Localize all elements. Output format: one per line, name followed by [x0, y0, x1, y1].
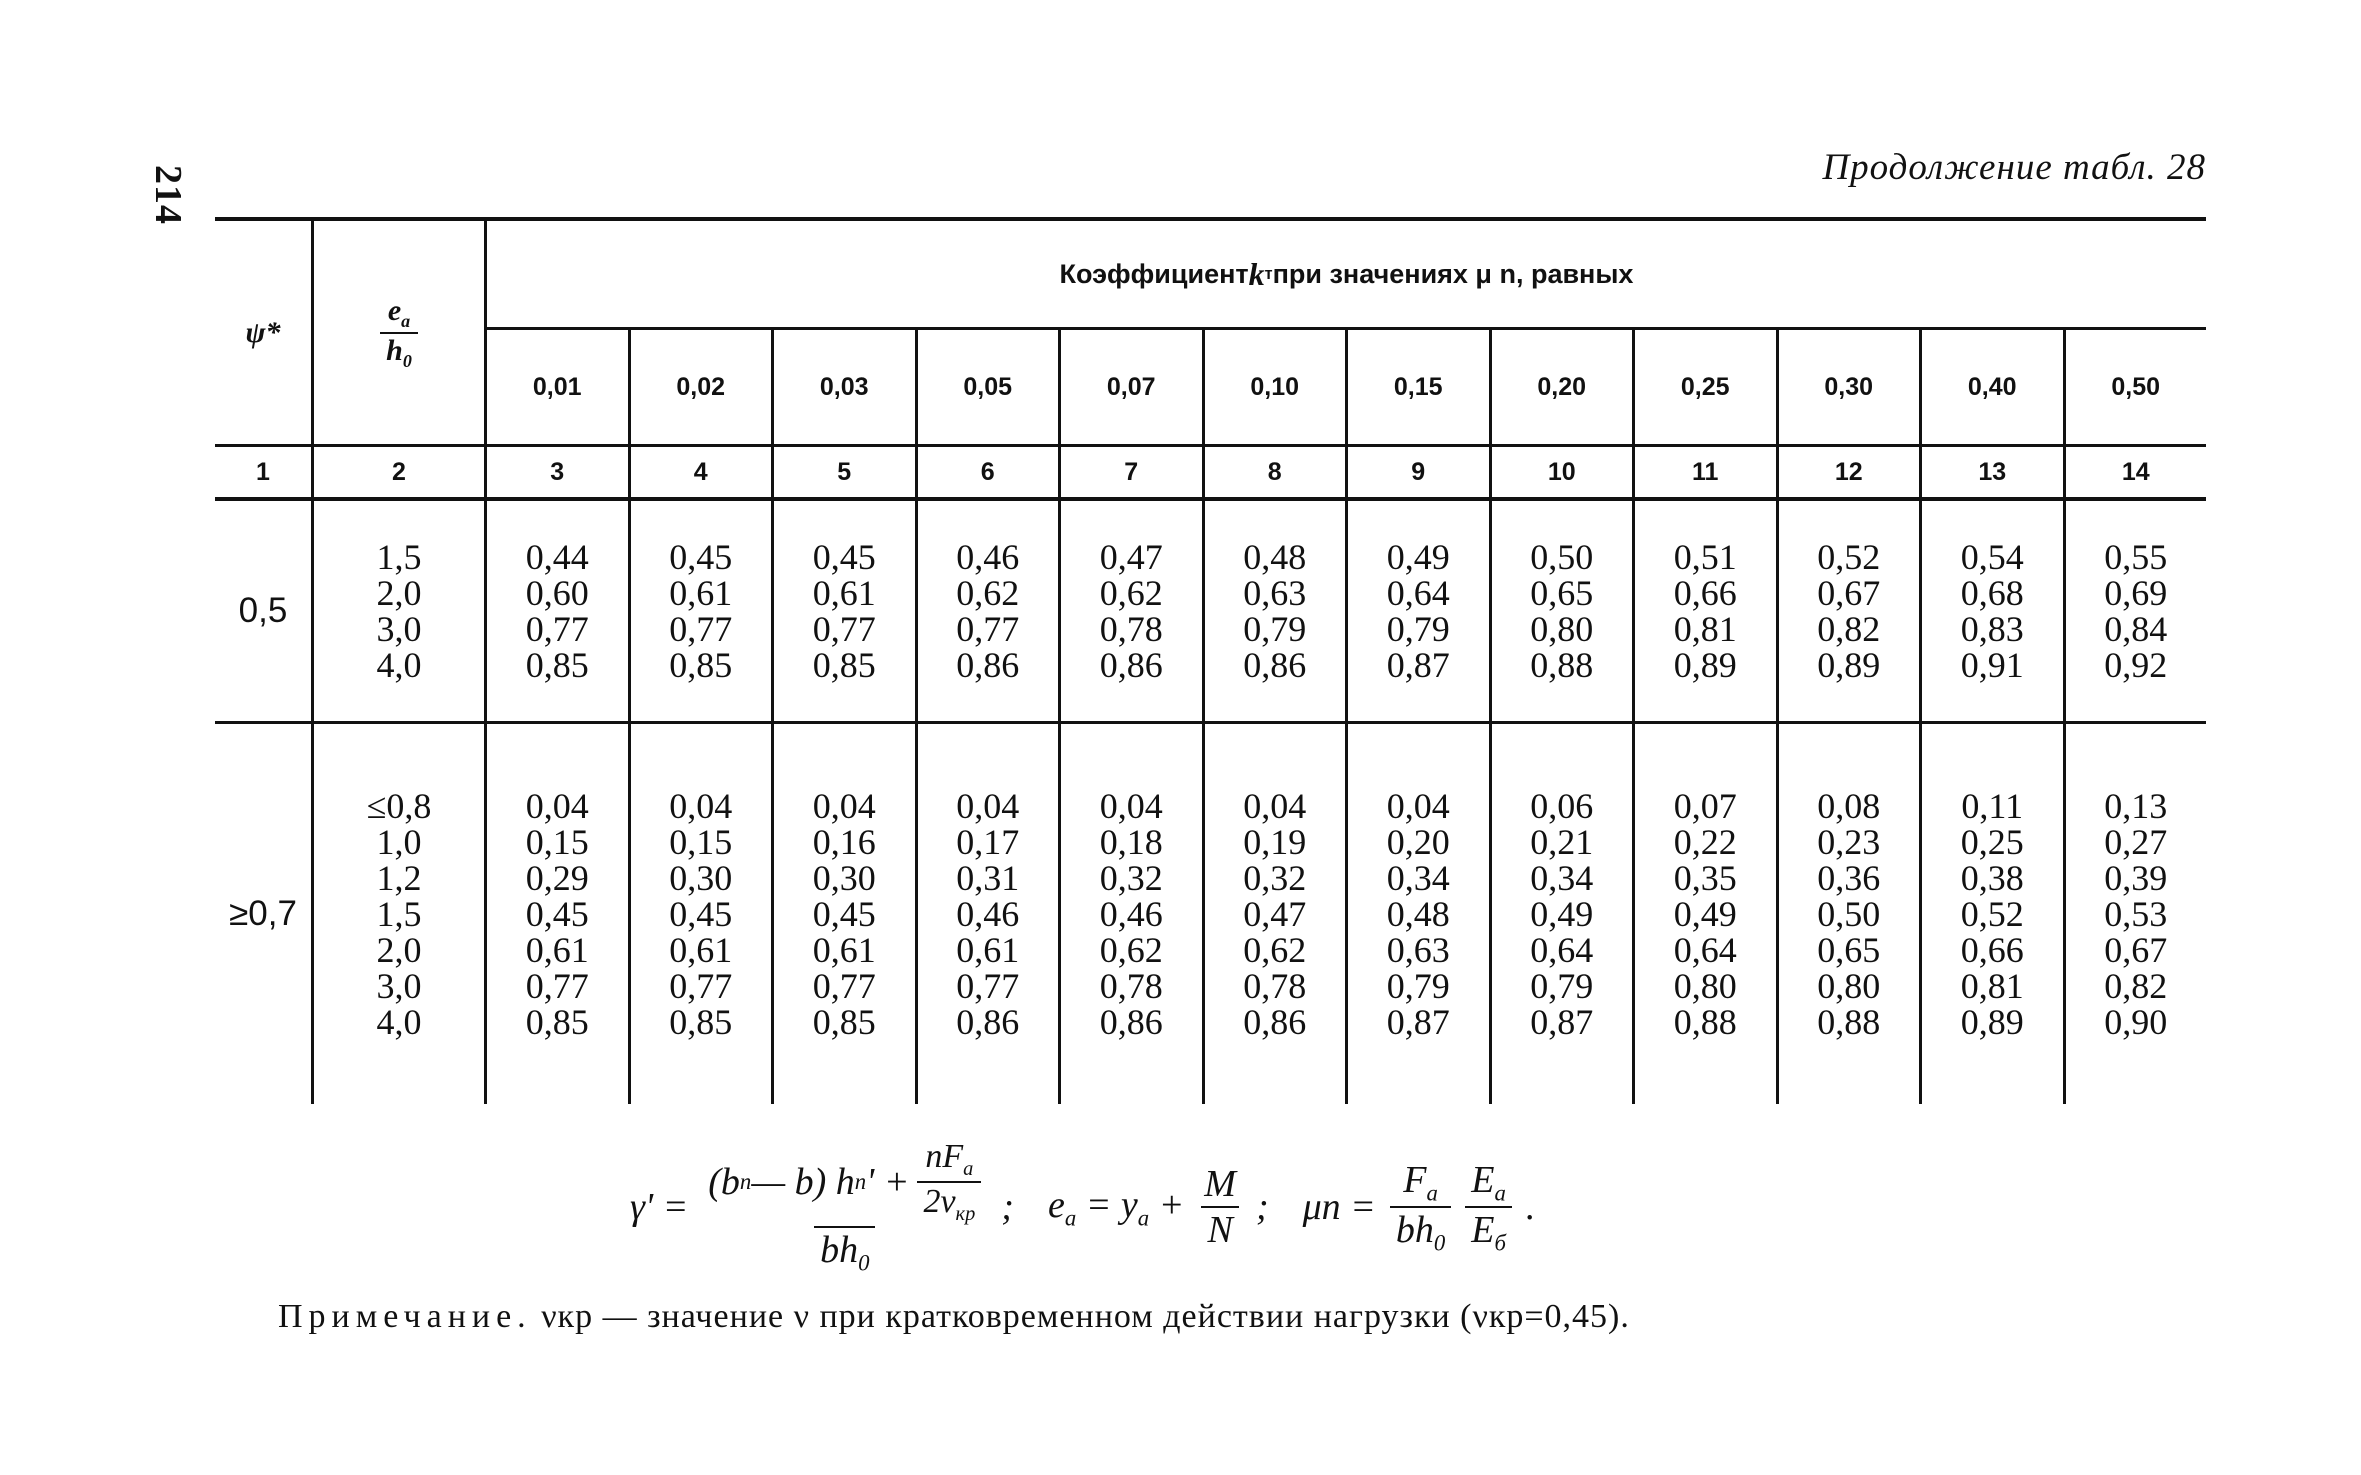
- coefficient-value: 0,34: [1530, 858, 1594, 898]
- coefficient-value: 0,39: [2104, 858, 2168, 898]
- coefficient-value: 0,86: [1099, 1002, 1163, 1042]
- coefficient-value: 0,87: [1530, 1002, 1594, 1042]
- coefficient-value: 0,15: [669, 822, 733, 862]
- formula-fa-over-bh0: $\frac{F_a}{bh_0}$: [1390, 1158, 1451, 1257]
- coefficient-value: 0,07: [1673, 786, 1737, 826]
- coefficient-value: 0,77: [525, 609, 589, 649]
- formula-ea-over-eb: $\frac{E_a}{E_б}$: [1465, 1158, 1512, 1257]
- coefficient-column: [631, 724, 775, 1104]
- header-ratio: $\frac{e_a}{h_0}$: [314, 221, 487, 444]
- ratio-value: 1,2: [376, 858, 422, 898]
- coefficient-value: 0,04: [1099, 786, 1163, 826]
- column-number: 13: [1922, 447, 2066, 497]
- column-number: 5: [774, 447, 918, 497]
- ratio-value: 2,0: [376, 573, 422, 613]
- coefficient-value: 0,06: [1530, 786, 1594, 826]
- coefficient-value: 0,62: [1099, 573, 1163, 613]
- coefficient-value: 0,85: [525, 645, 589, 685]
- coefficient-value: 0,86: [1243, 645, 1307, 685]
- psi-value: 0,5: [215, 501, 314, 721]
- coefficient-column: [487, 724, 631, 1104]
- coefficient-value: 0,45: [812, 537, 876, 577]
- mu-value-header: 0,25: [1635, 330, 1779, 444]
- coefficient-value: 0,27: [2104, 822, 2168, 862]
- coefficient-value: 0,18: [1099, 822, 1163, 862]
- coefficient-value: 0,25: [1960, 822, 2024, 862]
- coefficient-value: 0,78: [1099, 609, 1163, 649]
- coefficient-value: 0,45: [525, 894, 589, 934]
- coefficient-value: 0,85: [669, 1002, 733, 1042]
- coefficient-value: 0,46: [1099, 894, 1163, 934]
- coefficient-value: 0,77: [956, 609, 1020, 649]
- coefficient-value: 0,21: [1530, 822, 1594, 862]
- coefficient-value: 0,87: [1386, 645, 1450, 685]
- coefficient-value: 0,88: [1530, 645, 1594, 685]
- coefficient-value: 0,61: [812, 573, 876, 613]
- coefficient-value: 0,77: [812, 966, 876, 1006]
- mu-value-header: 0,50: [2111, 372, 2161, 401]
- header-mu-values: [487, 330, 2206, 444]
- coefficient-value: 0,45: [812, 894, 876, 934]
- page-number: 214: [147, 165, 189, 225]
- coefficient-value: 0,88: [1817, 1002, 1881, 1042]
- coefficient-value: 0,85: [812, 645, 876, 685]
- coefficient-value: 0,46: [956, 894, 1020, 934]
- mu-value-header: 0,03: [774, 330, 918, 444]
- coefficient-value: 0,44: [525, 537, 589, 577]
- coefficient-value: 0,63: [1386, 930, 1450, 970]
- coefficient-value: 0,11: [1961, 786, 2024, 826]
- column-number-row: [215, 444, 2206, 501]
- coefficient-column: [1348, 501, 1492, 721]
- coefficient-value: 0,60: [525, 573, 589, 613]
- coefficient-value: 0,29: [525, 858, 589, 898]
- coefficient-column: [1492, 724, 1636, 1104]
- coefficient-value: 0,82: [1817, 609, 1881, 649]
- coefficient-column: [918, 501, 1062, 721]
- coefficient-value: 0,87: [1386, 1002, 1450, 1042]
- ratio-value: 1,0: [376, 822, 422, 862]
- coefficient-value: 0,62: [956, 573, 1020, 613]
- coefficient-value: 0,04: [525, 786, 589, 826]
- coefficient-column: [487, 501, 631, 721]
- column-number: 2: [314, 447, 487, 497]
- coefficient-value: 0,31: [956, 858, 1020, 898]
- coefficient-column: [774, 724, 918, 1104]
- coefficient-value: 0,77: [669, 609, 733, 649]
- column-number: 7: [1061, 447, 1205, 497]
- coefficient-value: 0,48: [1386, 894, 1450, 934]
- coefficient-column: [918, 724, 1062, 1104]
- continuation-title: Продолжение табл. 28: [1822, 147, 2206, 188]
- coefficient-value: 0,55: [2104, 537, 2168, 577]
- mu-value-header: 0,05: [918, 330, 1062, 444]
- coefficient-value: 0,80: [1530, 609, 1594, 649]
- ratio-value: 3,0: [376, 609, 422, 649]
- coefficient-value: 0,68: [1960, 573, 2024, 613]
- coefficient-value: 0,45: [669, 537, 733, 577]
- coefficient-value: 0,22: [1673, 822, 1737, 862]
- coefficient-value: 0,54: [1960, 537, 2024, 577]
- coefficient-value: 0,86: [956, 1002, 1020, 1042]
- formula-mun-lhs: μn =: [1302, 1186, 1376, 1229]
- coefficient-value: 0,52: [1817, 537, 1881, 577]
- coefficient-value: 0,79: [1386, 966, 1450, 1006]
- column-number: 9: [1348, 447, 1492, 497]
- coefficient-value: 0,81: [1673, 609, 1737, 649]
- coefficient-table: [215, 217, 2206, 1104]
- coefficient-value: 0,79: [1386, 609, 1450, 649]
- coefficient-value: 0,19: [1243, 822, 1307, 862]
- coefficient-column: [1061, 724, 1205, 1104]
- coefficient-value: 0,32: [1243, 858, 1307, 898]
- coefficient-value: 0,61: [669, 930, 733, 970]
- coefficient-value: 0,92: [2104, 645, 2168, 685]
- coefficient-column: [2066, 501, 2207, 721]
- column-number: 3: [487, 447, 631, 497]
- coefficient-value: 0,91: [1960, 645, 2024, 685]
- coefficient-value: 0,86: [1243, 1002, 1307, 1042]
- coefficient-value: 0,64: [1386, 573, 1450, 613]
- mu-value-header: 0,15: [1348, 330, 1492, 444]
- formula-gamma-fraction: (b п — b) h п ' + $\frac{nF_a}{2\nu_{кр}}$ $bh_0$: [702, 1138, 987, 1276]
- coefficient-column: [1635, 501, 1779, 721]
- coefficient-column: [1779, 724, 1923, 1104]
- mu-value-header: 0,40: [1922, 330, 2066, 444]
- coefficient-value: 0,66: [1960, 930, 2024, 970]
- column-number: 1: [215, 447, 314, 497]
- ratio-value: ≤0,8: [366, 786, 432, 826]
- coefficient-column: [774, 501, 918, 721]
- coefficient-column: [1348, 724, 1492, 1104]
- coefficient-value: 0,64: [1530, 930, 1594, 970]
- mu-value-header: 0,20: [1492, 330, 1636, 444]
- coefficient-value: 0,77: [669, 966, 733, 1006]
- coefficient-value: 0,04: [1386, 786, 1450, 826]
- ratio-value: 3,0: [376, 966, 422, 1006]
- coefficient-value: 0,23: [1817, 822, 1881, 862]
- header-psi: ψ*: [215, 221, 314, 444]
- coefficient-value: 0,30: [812, 858, 876, 898]
- coefficient-value: 0,51: [1673, 537, 1737, 577]
- coefficient-value: 0,36: [1817, 858, 1881, 898]
- coefficient-value: 0,62: [1243, 930, 1307, 970]
- mu-value-header: 0,07: [1061, 330, 1205, 444]
- ratio-value: 4,0: [376, 1002, 422, 1042]
- coefficient-value: 0,79: [1243, 609, 1307, 649]
- coefficient-value: 0,17: [956, 822, 1020, 862]
- coefficient-value: 0,52: [1960, 894, 2024, 934]
- ratio-column: [314, 501, 487, 721]
- formula-line: [630, 1138, 1535, 1276]
- psi-value: ≥0,7: [215, 724, 314, 1104]
- coefficient-value: 0,62: [1099, 930, 1163, 970]
- data-block-psi-05: [215, 501, 2206, 724]
- coefficient-value: 0,32: [1099, 858, 1163, 898]
- coefficient-value: 0,66: [1673, 573, 1737, 613]
- coefficient-value: 0,90: [2104, 1002, 2168, 1042]
- column-number: 10: [1492, 447, 1636, 497]
- coefficient-value: 0,85: [669, 645, 733, 685]
- coefficient-value: 0,16: [812, 822, 876, 862]
- formula-separator: ;: [1001, 1186, 1014, 1229]
- coefficient-value: 0,30: [669, 858, 733, 898]
- formula-m-over-n: $\frac{M}{N}$: [1198, 1162, 1242, 1252]
- coefficient-value: 0,61: [525, 930, 589, 970]
- coefficient-value: 0,04: [1243, 786, 1307, 826]
- ratio-column: [314, 724, 487, 1104]
- coefficient-value: 0,89: [1673, 645, 1737, 685]
- formula-ea: $e_a = y_a$ +: [1047, 1183, 1185, 1231]
- coefficient-value: 0,67: [1817, 573, 1881, 613]
- coefficient-value: 0,89: [1960, 1002, 2024, 1042]
- coefficient-value: 0,77: [812, 609, 876, 649]
- ratio-value: 1,5: [376, 894, 422, 934]
- coefficient-value: 0,88: [1673, 1002, 1737, 1042]
- coefficient-value: 0,38: [1960, 858, 2024, 898]
- coefficient-column: [1061, 501, 1205, 721]
- data-block-psi-07: [215, 724, 2206, 1104]
- ratio-value: 1,5: [376, 537, 422, 577]
- footnote: [278, 1298, 1630, 1336]
- coefficient-value: 0,80: [1817, 966, 1881, 1006]
- footnote-text: νкр — значение ν при кратковременном действии нагрузки (νкр=0,45).: [531, 1298, 1630, 1335]
- coefficient-value: 0,53: [2104, 894, 2168, 934]
- coefficient-value: 0,67: [2104, 930, 2168, 970]
- coefficient-value: 0,04: [956, 786, 1020, 826]
- column-number: 12: [1779, 447, 1923, 497]
- coefficient-value: 0,49: [1386, 537, 1450, 577]
- coefficient-value: 0,78: [1243, 966, 1307, 1006]
- coefficient-value: 0,49: [1530, 894, 1594, 934]
- coefficient-value: 0,13: [2104, 786, 2168, 826]
- coefficient-value: 0,45: [669, 894, 733, 934]
- coefficient-value: 0,81: [1960, 966, 2024, 1006]
- coefficient-value: 0,80: [1673, 966, 1737, 1006]
- coefficient-column: [1922, 724, 2066, 1104]
- mu-value-header: 0,10: [1205, 330, 1349, 444]
- coefficient-value: 0,69: [2104, 573, 2168, 613]
- column-number: 8: [1205, 447, 1349, 497]
- formula-separator: ;: [1255, 1186, 1269, 1229]
- column-number: 11: [1635, 447, 1779, 497]
- coefficient-column: [1205, 724, 1349, 1104]
- coefficient-value: 0,84: [2104, 609, 2168, 649]
- coefficient-value: 0,04: [669, 786, 733, 826]
- coefficient-value: 0,50: [1817, 894, 1881, 934]
- header-coefficient-title: Коэффициент k т при значениях μ n, равных: [487, 221, 2206, 330]
- mu-value-header: 0,02: [631, 330, 775, 444]
- coefficient-value: 0,79: [1530, 966, 1594, 1006]
- coefficient-value: 0,35: [1673, 858, 1737, 898]
- formula-gamma-lhs: γ' =: [630, 1186, 689, 1229]
- coefficient-value: 0,47: [1243, 894, 1307, 934]
- coefficient-value: 0,48: [1243, 537, 1307, 577]
- coefficient-value: 0,61: [669, 573, 733, 613]
- coefficient-value: 0,04: [812, 786, 876, 826]
- coefficient-value: 0,15: [525, 822, 589, 862]
- coefficient-value: 0,86: [956, 645, 1020, 685]
- coefficient-value: 0,49: [1673, 894, 1737, 934]
- coefficient-column: [1635, 724, 1779, 1104]
- coefficient-value: 0,34: [1386, 858, 1450, 898]
- coefficient-value: 0,86: [1099, 645, 1163, 685]
- formula-end: .: [1525, 1186, 1536, 1229]
- coefficient-value: 0,50: [1530, 537, 1594, 577]
- footnote-label: Примечание.: [278, 1298, 532, 1335]
- coefficient-column: [631, 501, 775, 721]
- coefficient-value: 0,85: [525, 1002, 589, 1042]
- coefficient-value: 0,47: [1099, 537, 1163, 577]
- coefficient-column: [1205, 501, 1349, 721]
- mu-value-header: 0,01: [487, 330, 631, 444]
- ratio-value: 4,0: [376, 645, 422, 685]
- column-number: 4: [631, 447, 775, 497]
- coefficient-value: 0,83: [1960, 609, 2024, 649]
- coefficient-value: 0,20: [1386, 822, 1450, 862]
- coefficient-value: 0,85: [812, 1002, 876, 1042]
- column-number: 6: [918, 447, 1062, 497]
- coefficient-value: 0,64: [1673, 930, 1737, 970]
- coefficient-column: [2066, 724, 2207, 1104]
- coefficient-value: 0,46: [956, 537, 1020, 577]
- coefficient-value: 0,89: [1817, 645, 1881, 685]
- coefficient-column: [1779, 501, 1923, 721]
- coefficient-value: 0,65: [1530, 573, 1594, 613]
- coefficient-value: 0,61: [812, 930, 876, 970]
- coefficient-value: 0,78: [1099, 966, 1163, 1006]
- coefficient-value: 0,82: [2104, 966, 2168, 1006]
- coefficient-value: 0,61: [956, 930, 1020, 970]
- table-header: [215, 221, 2206, 444]
- mu-value-header: 0,30: [1779, 330, 1923, 444]
- coefficient-value: 0,77: [956, 966, 1020, 1006]
- coefficient-value: 0,77: [525, 966, 589, 1006]
- coefficient-value: 0,08: [1817, 786, 1881, 826]
- ratio-value: 2,0: [376, 930, 422, 970]
- coefficient-value: 0,65: [1817, 930, 1881, 970]
- coefficient-column: [1922, 501, 2066, 721]
- coefficient-value: 0,63: [1243, 573, 1307, 613]
- coefficient-column: [1492, 501, 1636, 721]
- column-number: 14: [2121, 457, 2150, 486]
